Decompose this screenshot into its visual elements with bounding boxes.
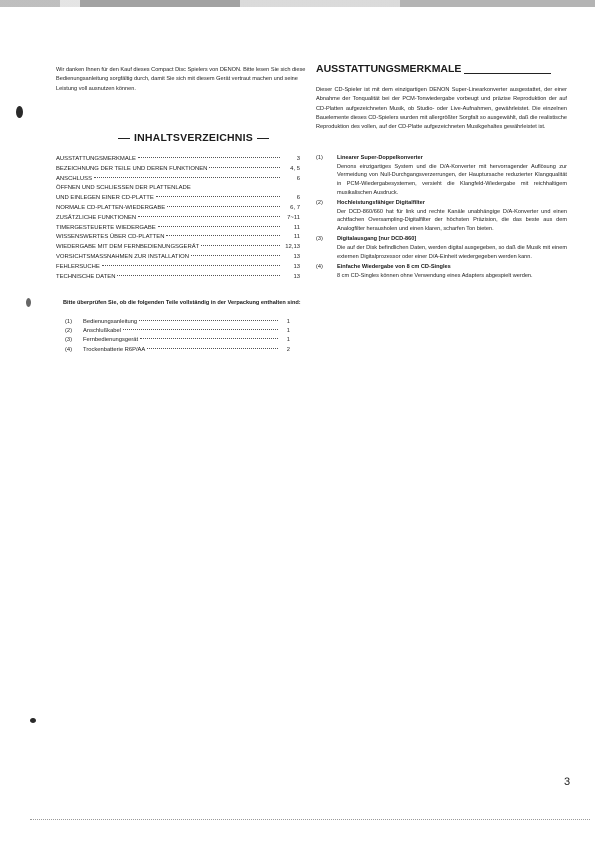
list-item (65, 327, 290, 336)
scan-top-edge (0, 0, 595, 7)
toc-entry-page: 3 (296, 156, 300, 162)
leader-dots (209, 167, 280, 168)
package-contents-list (65, 318, 290, 355)
feature-item (316, 235, 567, 261)
toc-entry-label: ANSCHLUSS (56, 175, 93, 182)
leader-dots (117, 275, 280, 276)
toc-entry (56, 253, 300, 263)
toc-entry (56, 224, 300, 234)
feature-number: (1) (316, 155, 323, 161)
item-label: Bedienungsanleitung (83, 319, 138, 325)
toc-entry-label: WIEDERGABE MIT DEM FERNBEDIENUNGSGERÄT (56, 244, 200, 251)
toc-heading (118, 132, 288, 144)
feature-item (316, 199, 567, 234)
toc-entry-page: 6, 7 (290, 204, 300, 211)
toc-entry-page: 6 (296, 195, 300, 202)
leader-dots (201, 245, 280, 246)
feature-heading: Einfache Wiedergabe von 8 cm CD-Singles (337, 263, 451, 270)
leader-dots (123, 329, 278, 330)
item-quantity: 1 (286, 337, 290, 344)
list-item (65, 336, 290, 345)
feature-body (337, 154, 567, 198)
page-number: 3 (564, 776, 571, 788)
toc-entry-label: VORSICHTSMASSNAHMEN ZUR INSTALLATION (56, 253, 189, 260)
feature-text: Denons einzigartiges System und die D/A-Konverter mit hervorragender Auflösung zur Vermeidung von Null-Durchgangsverzerrungen, der Hauptursache reduzierter Klangqualität in PCM-Wiedergabesystemen, versieht die Klangfeld-Wiedergabe mit reichhaltigem musikalischen Ausdruck. (337, 163, 567, 196)
heading-dash (118, 138, 130, 139)
item-label: Anschlußkabel (83, 328, 122, 335)
toc-entry-label: NORMALE CD-PLATTEN-WIEDERGABE (56, 204, 166, 211)
toc-entry-label: TECHNISCHE DATEN (56, 273, 116, 280)
feature-text: Die auf der Disk befindlichen Daten, werden digital ausgegeben, so daß die Musik mit einem externen Digitalprozessor oder einer D/A-Einheit wiedergegeben werden kann. (337, 245, 567, 260)
toc-entry-label: ÖFFNEN UND SCHLIESSEN DER PLATTENLADE (56, 185, 191, 192)
scan-bottom-edge (30, 819, 590, 820)
item-quantity: 1 (286, 319, 290, 325)
binder-hole-mark (16, 106, 23, 118)
item-label: Fernbedienungsgerät (83, 337, 139, 344)
toc-entry-label: BEZEICHNUNG DER TEILE UND DEREN FUNKTIONEN (56, 165, 208, 172)
leader-dots (167, 206, 280, 207)
feature-heading: Digitalausgang [nur DCD-860] (337, 236, 417, 243)
leader-dots (94, 177, 280, 178)
features-heading (316, 63, 551, 75)
leader-dots (166, 235, 280, 236)
leader-dots (138, 157, 280, 158)
toc-entry (56, 243, 300, 253)
leader-dots (102, 265, 280, 266)
intro-paragraph: Wir danken Ihnen für den Kauf dieses Compact Disc Spielers von DENON. Bitte lesen Sie sich diese Bedienungsanleitung sorgfältig durch, damit Sie sich mit diesem Gerät vertraut machen und seine Leistung voll ausnutzen können. (56, 67, 306, 92)
item-number: (1) (65, 319, 73, 325)
toc-entry-page: 4, 5 (290, 165, 300, 172)
feature-item (316, 154, 567, 198)
features-list (316, 154, 567, 282)
feature-text: Der DCD-860/660 hat für link und rechte Kanäle unabhängige D/A-Konverter und einen achtfachen Oversampling-Digitalfilter der höchsten Präzision, die das beste aus dem Analogfilter herausholen und einen klaren, scharfen Ton bieten. (337, 208, 567, 233)
toc-entry-page: 11 (293, 234, 300, 241)
toc-entry (56, 175, 300, 185)
leader-dots (191, 255, 280, 256)
toc-title: INHALTSVERZEICHNIS (134, 132, 253, 144)
toc-entry (56, 233, 300, 243)
table-of-contents (56, 155, 300, 282)
toc-entry-label: AUSSTATTUNGSMERKMALE (56, 156, 136, 162)
toc-entry (56, 184, 300, 194)
item-label: Trockenbatterie R6P/AA (83, 346, 146, 353)
features-title: AUSSTATTUNGSMERKMALE (316, 63, 462, 75)
toc-entry (56, 263, 300, 273)
toc-entry-label: UND EINLEGEN EINER CD-PLATTE (56, 195, 154, 202)
list-item (65, 318, 290, 327)
heading-dash (257, 138, 269, 139)
heading-rule (464, 73, 551, 74)
feature-text: 8 cm CD-Singles können ohne Verwendung eines Adapters abgespielt werden. (337, 272, 533, 279)
toc-entry (56, 204, 300, 214)
package-contents-note: Bitte überprüfen Sie, ob die folgenden Teile vollständig in der Verpackung enthalten sind: (63, 300, 301, 306)
item-number: (2) (65, 328, 73, 335)
feature-number: (2) (316, 200, 323, 207)
item-number: (3) (65, 337, 73, 344)
toc-entry (56, 165, 300, 175)
feature-number: (4) (316, 263, 323, 270)
feature-number: (3) (316, 236, 323, 243)
item-quantity: 2 (286, 346, 290, 353)
toc-entry (56, 273, 300, 283)
toc-entry-page: 11 (293, 224, 300, 231)
item-quantity: 1 (286, 328, 290, 335)
leader-dots (140, 338, 278, 339)
feature-body (337, 263, 567, 280)
leader-dots (139, 320, 278, 321)
toc-entry (56, 155, 300, 165)
toc-entry-page: 12,13 (285, 244, 300, 251)
leader-dots (147, 348, 278, 349)
list-item (65, 346, 290, 355)
toc-entry-label: WISSENSWERTES ÜBER CD-PLATTEN (56, 234, 165, 241)
feature-heading: Linearer Super-Doppelkonverter (337, 155, 423, 161)
leader-dots (158, 226, 280, 227)
feature-item (316, 263, 567, 280)
toc-entry (56, 194, 300, 204)
feature-body (337, 199, 567, 234)
binder-hole-mark (30, 718, 36, 723)
toc-entry-page: 13 (293, 263, 300, 270)
leader-dots (138, 216, 280, 217)
toc-entry-page: 13 (293, 253, 300, 260)
toc-entry-page: 7~11 (287, 214, 300, 221)
binder-hole-mark (26, 298, 31, 307)
item-number: (4) (65, 346, 73, 353)
feature-body (337, 235, 567, 261)
toc-entry-label: ZUSÄTZLICHE FUNKTIONEN (56, 214, 137, 221)
toc-entry-page: 13 (293, 273, 300, 280)
toc-entry-label: FEHLERSUCHE (56, 263, 100, 270)
toc-entry (56, 214, 300, 224)
leader-dots (156, 196, 280, 197)
feature-heading: Hochleistungsfähiger Digitalfilter (337, 200, 425, 207)
toc-entry-label: TIMERGESTEUERTE WIEDERGABE (56, 224, 156, 231)
toc-entry-page: 6 (296, 175, 300, 182)
features-intro: Dieser CD-Spieler ist mit dem einzigartigen DENON Super-Linearkonverter ausgestattet, der einer Abnahme der Tonqualität bei der PCM-Tonwiedergabe vorbeugt und präzise Reproduktion der auf CD-Platten aufgezeichneten Musik, ob Studio- oder Live-Aufnahmen, gewährleistet. Die einzelnen Bauelemente dieses CD-Spielers wurden mit allergrößter Sorgfalt so ausgewählt, daß die realistische Reproduktion des vollen, auf der CD-Platte aufgezeichneten Musikgehaltes gewährleistet ist. (316, 87, 567, 131)
